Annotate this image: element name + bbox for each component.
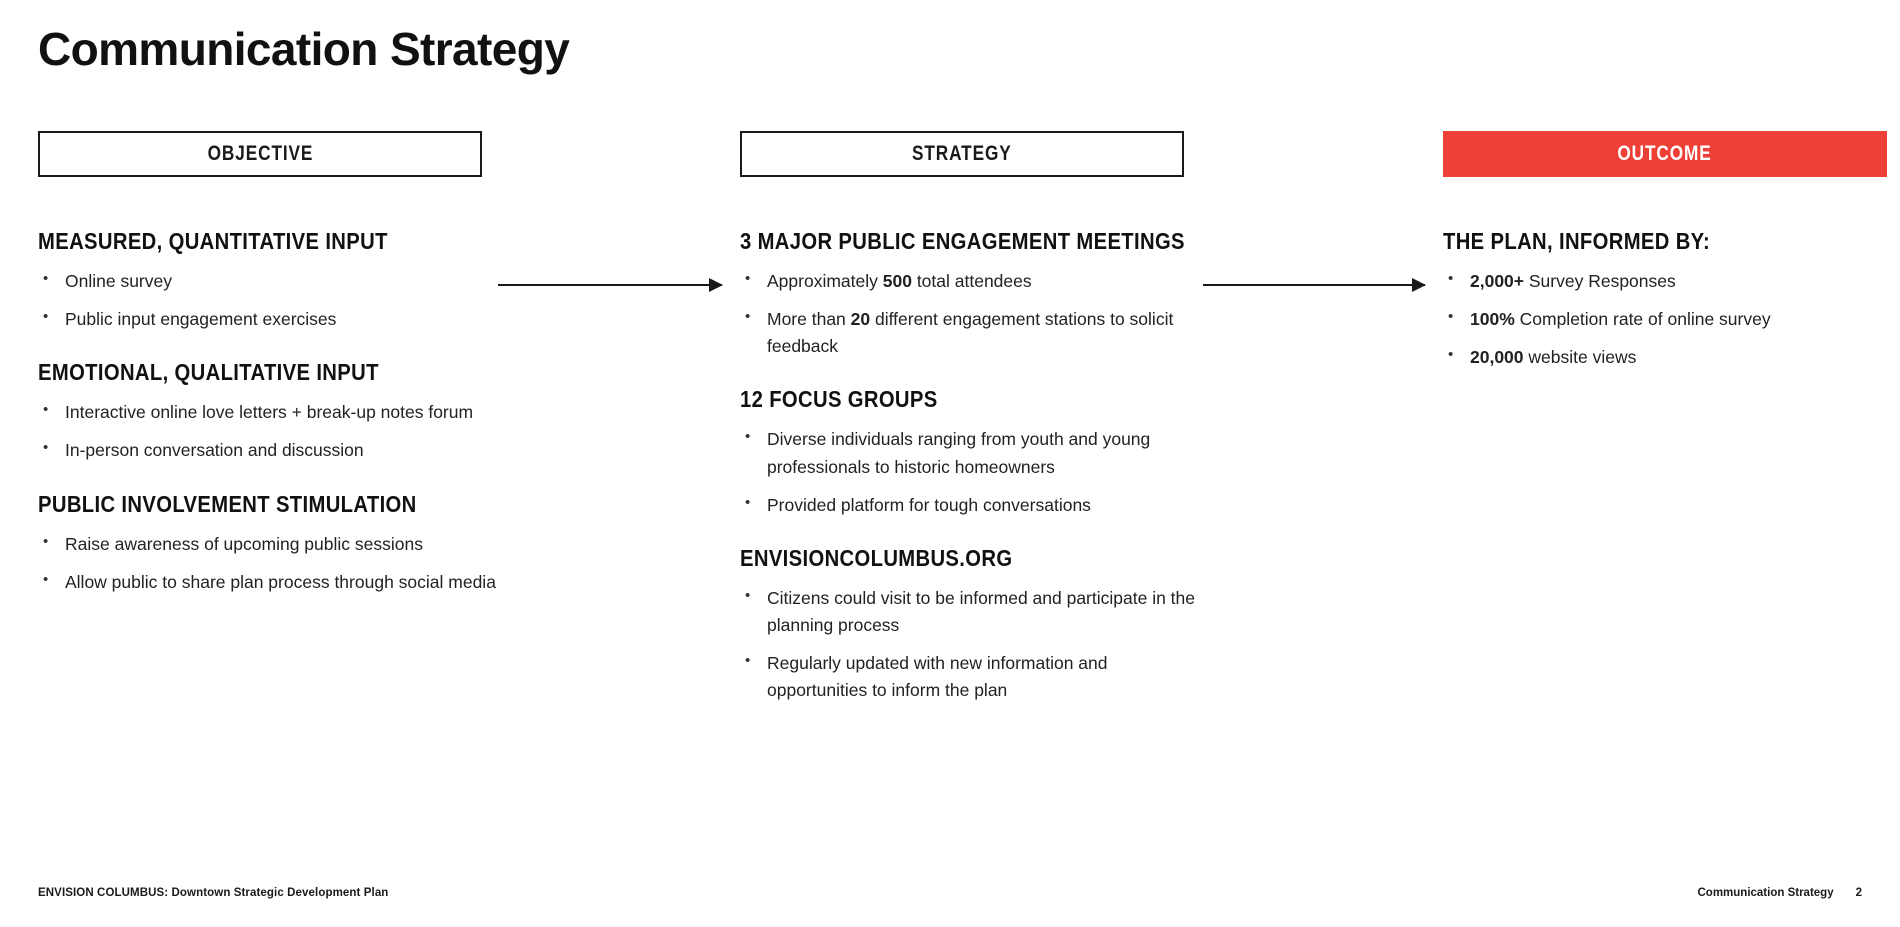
content-group	[38, 228, 598, 333]
content-group	[740, 228, 1200, 360]
list-item: • Citizens could visit to be informed and participate in the planning process	[740, 585, 1200, 639]
list-item: • Interactive online love letters + break-up notes forum	[38, 399, 598, 426]
bullet-list	[38, 268, 598, 333]
footer-right	[1697, 887, 1862, 899]
list-item: • Online survey	[38, 268, 598, 295]
list-item: • Raise awareness of upcoming public sessions	[38, 531, 598, 558]
list-item: • Public input engagement exercises	[38, 306, 598, 333]
content-group	[740, 545, 1200, 705]
bullet-list	[38, 399, 598, 464]
list-item: • Approximately 500 total attendees	[740, 268, 1200, 295]
list-item: • Provided platform for tough conversations	[740, 492, 1200, 519]
list-item: • Regularly updated with new information and opportunities to inform the plan	[740, 650, 1200, 704]
list-item: • Allow public to share plan process through social media	[38, 569, 598, 596]
bullet-list	[740, 268, 1200, 360]
group-heading: 12 FOCUS GROUPS	[740, 386, 938, 413]
column-outcome	[1443, 228, 1887, 371]
header-label-strategy: STRATEGY	[912, 142, 1012, 165]
content-group	[1443, 228, 1887, 371]
group-heading: 3 MAJOR PUBLIC ENGAGEMENT MEETINGS	[740, 228, 1185, 254]
content-group	[38, 359, 598, 464]
bullet-list	[740, 585, 1200, 705]
list-item: • 20,000 website views	[1443, 344, 1887, 371]
list-item: • In-person conversation and discussion	[38, 437, 598, 464]
bullet-list	[1443, 268, 1887, 371]
header-box-outcome	[1443, 131, 1887, 177]
group-heading: THE PLAN, INFORMED BY:	[1443, 228, 1711, 254]
group-heading: ENVISIONCOLUMBUS.ORG	[740, 544, 1013, 571]
list-item: • 2,000+ Survey Responses	[1443, 268, 1887, 295]
page-number: 2	[1855, 887, 1862, 899]
header-label-outcome: OUTCOME	[1617, 142, 1713, 165]
column-objective	[38, 228, 598, 596]
header-label-objective: OBJECTIVE	[207, 142, 313, 165]
column-strategy	[740, 228, 1200, 704]
group-heading: EMOTIONAL, QUALITATIVE INPUT	[38, 359, 379, 386]
list-item: • More than 20 different engagement stations to solicit feedback	[740, 306, 1200, 360]
content-group	[740, 386, 1200, 518]
footer-section-label: Communication Strategy	[1697, 887, 1834, 899]
group-heading: PUBLIC INVOLVEMENT STIMULATION	[38, 490, 417, 517]
header-box-objective	[38, 131, 482, 177]
list-item: • 100% Completion rate of online survey	[1443, 306, 1887, 333]
list-item: • Diverse individuals ranging from youth and young professionals to historic homeowners	[740, 426, 1200, 480]
process-header-row	[0, 131, 1900, 177]
content-group	[38, 491, 598, 596]
page-title: Communication Strategy	[38, 23, 570, 75]
bullet-list	[740, 426, 1200, 518]
group-heading: MEASURED, QUANTITATIVE INPUT	[38, 228, 388, 254]
header-box-strategy	[740, 131, 1184, 177]
footer-document-title: ENVISION COLUMBUS: Downtown Strategic Development Plan	[38, 887, 389, 899]
arrow-right-icon	[1203, 284, 1425, 286]
bullet-list	[38, 531, 598, 596]
